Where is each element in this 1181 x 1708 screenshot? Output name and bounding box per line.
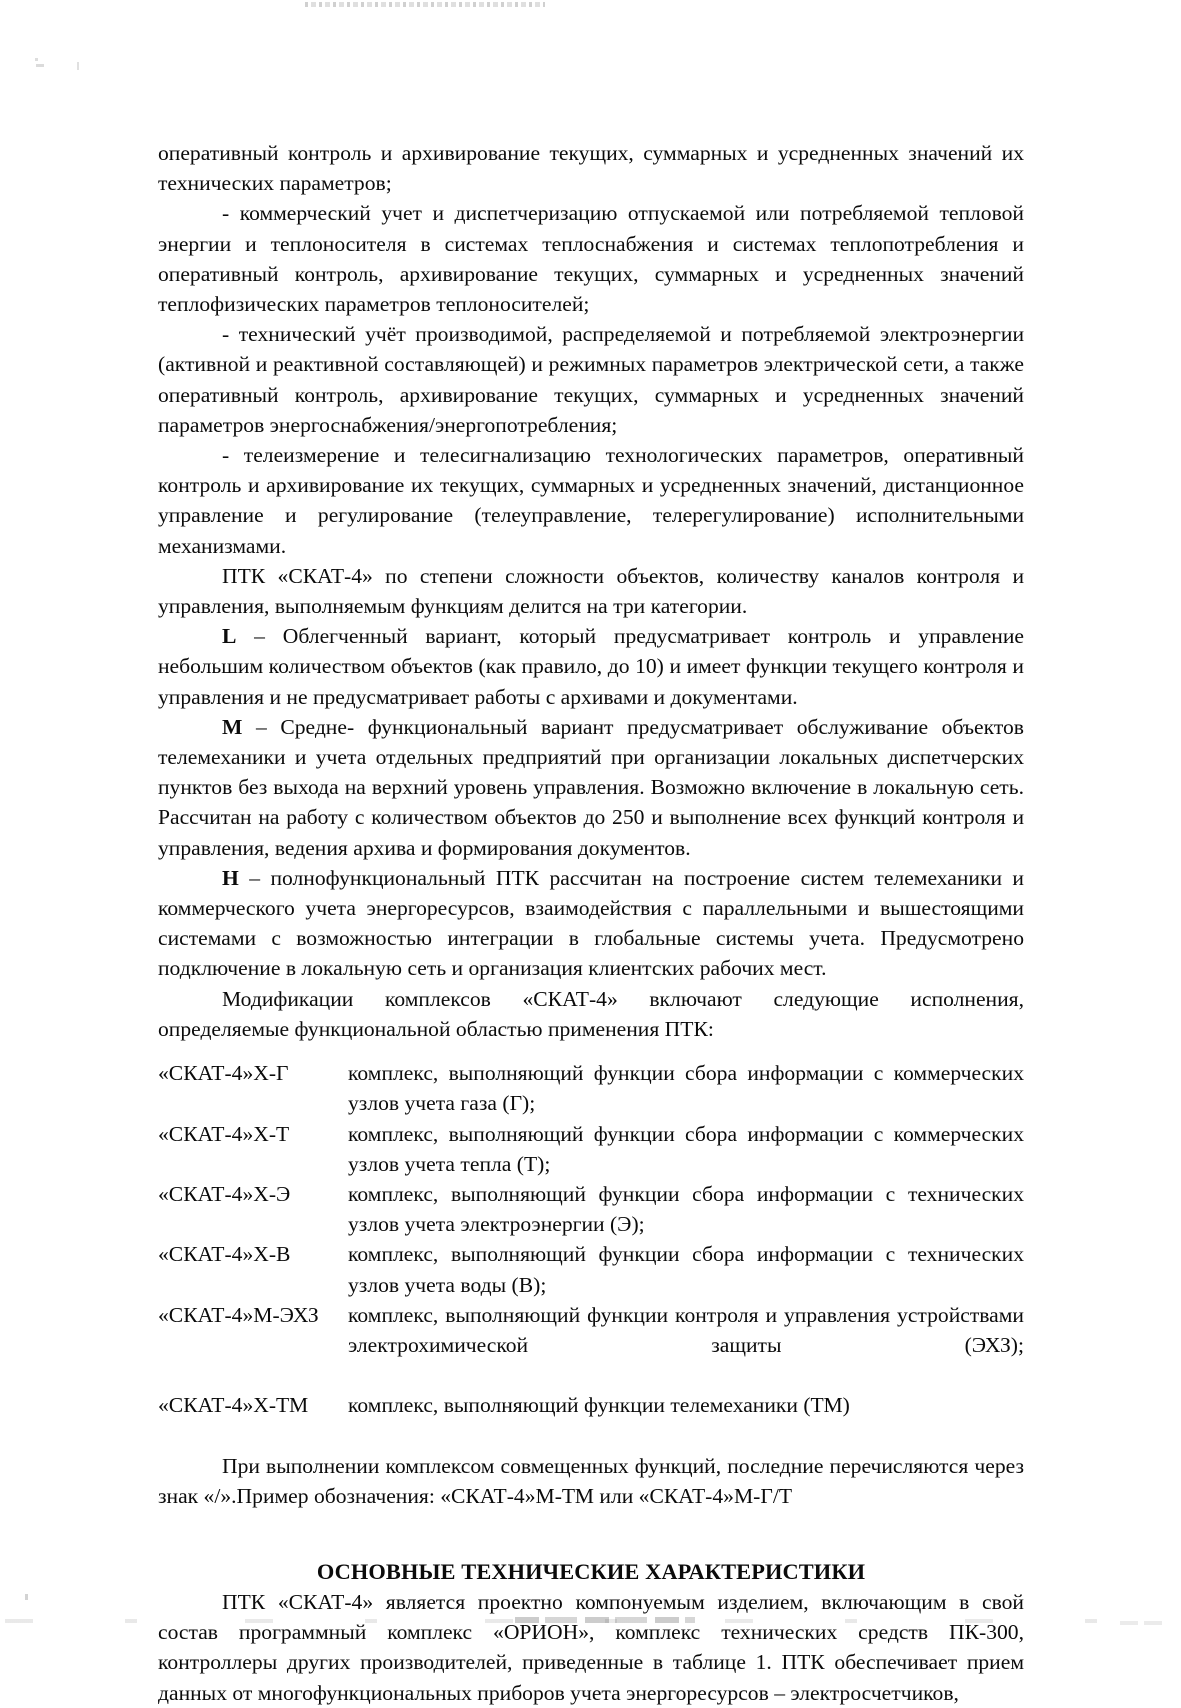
spacer [158,1421,1024,1451]
document-page [158,138,1024,1708]
scan-artifact-speck [36,64,44,67]
spec-definition: комплекс, выполняющий функции сбора информации с технических узлов учета воды (В); [348,1242,1024,1297]
spacer [158,1044,1024,1058]
scan-artifact-speck [35,58,38,61]
list-item [158,1300,1024,1391]
category-text-m: – Средне- функциональный вариант предусматривает обслуживание объектов телемеханики и учета отдельных предприятий при организации локальных диспетчерских пунктов без выхода на верхний уровень управления. Возможно включение в локальную сеть. Рассчитан на работу с количеством объектов до 250 и выполнение всех функций контроля и управления, ведения архива и формирования документов. [158,714,1024,860]
spec-term: «СКАТ-4»Х-Э [158,1181,291,1206]
paragraph-telemetry: - телеизмерение и телесигнализацию технологических параметров, оперативный контроль и архивирование их текущих, суммарных и усредненных значений, дистанционное управление и регулирование (телеуправление, телерегулирование) исполнительными механизмами. [158,443,1024,558]
spec-term: «СКАТ-4»Х-ТМ [158,1393,309,1418]
specification-variants-list [158,1058,1024,1420]
list-item [158,1179,1024,1239]
list-item [158,1239,1024,1299]
category-text-l: – Облегченный вариант, который предусматривает контроль и управление небольшим количеством объектов (как правило, до 10) и имеет функции текущего контроля и управления и не предусматривает работы с архивами и документами. [158,624,1024,709]
spacer [158,1511,1024,1557]
spec-term: «СКАТ-4»Х-В [158,1242,291,1267]
paragraph-category-l [158,621,1024,712]
spec-definition: комплекс, выполняющий функции сбора информации с коммерческих узлов учета тепла (Т); [348,1121,1024,1176]
list-item [158,1390,1024,1420]
paragraph-specifications-intro: ПТК «СКАТ-4» является проектно компонуемым изделием, включающим в свой состав программный комплекс «ОРИОН», комплекс технических средств ПК-300, контроллеры других производителей, приведенные в таблице 1. ПТК обеспечивает прием данных от многофункциональных приборов учета энергоресурсов – электросчетчиков, [158,1589,1024,1705]
paragraph-electric-metering: - технический учёт производимой, распределяемой и потребляемой электроэнергии (активной и реактивной составляющей) и режимных параметров электрической сети, а также оперативный контроль, архивирование текущих, суммарных и усредненных значений параметров энергоснабжения/энергопотребления; [158,322,1024,437]
list-item [158,1058,1024,1118]
spec-term: «СКАТ-4»М-ЭХЗ [158,1302,319,1327]
spec-definition: комплекс, выполняющий функции контроля и управления устройствами электрохимической защиты (ЭХЗ); [348,1302,1024,1357]
spec-definition: комплекс, выполняющий функции сбора информации с технических узлов учета электроэнергии (Э); [348,1181,1024,1237]
spec-term: «СКАТ-4»Х-Г [158,1061,289,1086]
paragraph-combined-functions: При выполнении комплексом совмещенных функций, последние перечисляются через знак «/».Пример обозначения: «СКАТ-4»М-ТМ или «СКАТ-4»М-Г/Т [158,1453,1024,1508]
category-marker-l: L [222,624,237,649]
scan-artifact-speck [77,62,79,70]
category-marker-h: H [222,865,239,890]
paragraph-category-m [158,712,1024,863]
scan-artifact-speck [25,1594,28,1600]
category-marker-m: M [222,714,243,739]
category-text-h: – полнофункциональный ПТК рассчитан на построение систем телемеханики и коммерческого учета энергоресурсов, взаимодействия с параллельными и вышестоящими системами с возможностью интеграции в глобальные системы учета. Предусмотрено подключение в локальную сеть и организация клиентских рабочих мест. [158,865,1024,981]
page-title: ОСНОВНЫЕ ТЕХНИЧЕСКИЕ ХАРАКТЕРИСТИКИ [316,1558,866,1584]
paragraph-heat-metering: - коммерческий учет и диспетчеризацию отпускаемой или потребляемой тепловой энергии и теплоносителя в системах теплоснабжения и системах теплопотребления и оперативный контроль, архивирование текущих, суммарных и усредненных значений теплофизических параметров теплоносителей; [158,201,1024,317]
spec-term: «СКАТ-4»Х-Т [158,1121,290,1146]
scan-artifact-top-strip [305,2,545,7]
spec-definition: комплекс, выполняющий функции телемеханики (ТМ) [348,1393,850,1418]
paragraph-modifications-intro: Модификации комплексов «СКАТ-4» включают следующие исполнения, определяемые функциональной областью применения ПТК: [158,986,1024,1041]
paragraph-category-h [158,863,1024,984]
list-item [158,1119,1024,1179]
scan-artifact-bottom-right [1120,1621,1168,1625]
paragraph-functions-continued: оперативный контроль и архивирование текущих, суммарных и усредненных значений их технических параметров; [158,141,1024,196]
paragraph-categories-intro: ПТК «СКАТ-4» по степени сложности объектов, количеству каналов контроля и управления, выполняемым функциям делится на три категории. [158,563,1024,619]
spec-definition: комплекс, выполняющий функции сбора информации с коммерческих узлов учета газа (Г); [348,1061,1024,1116]
